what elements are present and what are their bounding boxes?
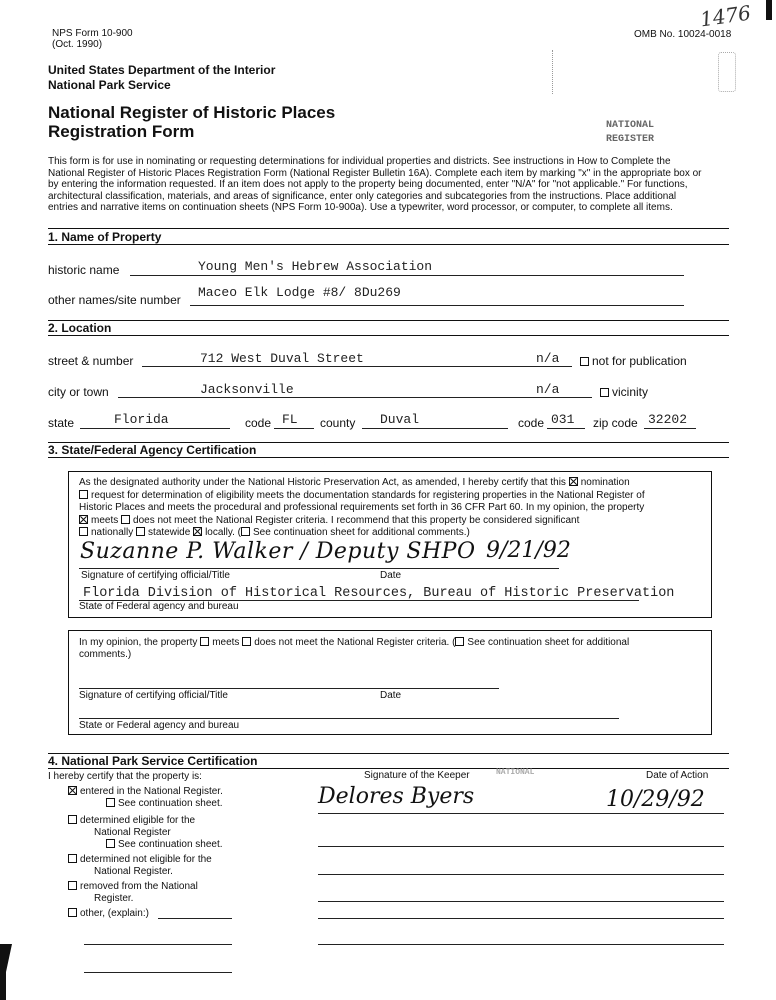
agency-line	[79, 718, 619, 719]
service: National Park Service	[48, 78, 171, 92]
cert-text: meets	[91, 514, 119, 526]
state-code-value[interactable]: FL	[282, 412, 298, 427]
city-na[interactable]: n/a	[536, 382, 560, 397]
state-line	[80, 428, 230, 429]
section-2-heading: 2. Location	[48, 321, 112, 335]
entered-option[interactable]	[68, 786, 223, 797]
instruction-line: National Register of Historic Places Registration Form (National Register Bulletin 16A). Complete each item by marking "x" in the appropriate box or	[48, 167, 702, 179]
city-label: city or town	[48, 385, 109, 399]
section-3-heading: 3. State/Federal Agency Certification	[48, 443, 257, 457]
section-1-heading: 1. Name of Property	[48, 230, 162, 244]
street-line	[142, 366, 572, 367]
date-label: Date	[380, 570, 402, 581]
other-explain-line[interactable]	[158, 918, 232, 919]
county-label: county	[320, 416, 356, 430]
keeper-signature: Delores Byers	[318, 784, 475, 809]
omb-number: OMB No. 10024-0018	[634, 29, 732, 40]
eligible-continuation[interactable]	[106, 839, 223, 850]
eligible-option-line2: National Register	[94, 827, 171, 838]
opinion-text	[79, 637, 709, 661]
section-divider	[48, 228, 729, 229]
continuation-checkbox[interactable]	[241, 527, 250, 536]
not-eligible-option[interactable]	[68, 854, 212, 865]
option-label: entered in the National Register.	[80, 786, 223, 797]
agency-label: State or Federal agency and bureau	[79, 720, 240, 731]
zip-line	[644, 428, 696, 429]
cert-text: statewide	[148, 527, 191, 538]
other-checkbox[interactable]	[68, 908, 77, 917]
option-label: See continuation sheet.	[118, 798, 223, 809]
received-stamp-line1: NATIONAL	[606, 120, 655, 131]
certification-text	[79, 477, 709, 540]
section-divider	[48, 457, 729, 458]
nomination-checkbox[interactable]	[569, 477, 578, 486]
edge-mark	[766, 0, 772, 20]
cert-text: nationally	[91, 527, 134, 538]
historic-name-value[interactable]: Young Men's Hebrew Association	[198, 259, 433, 274]
stamp-fragment	[552, 50, 561, 94]
instruction-line: entries and narrative items on continuation sheets (NPS Form 10-900a). Use a typewriter, word processor, or computer, to complete all items.	[48, 202, 673, 213]
keeper-intro: I hereby certify that the property is:	[48, 771, 202, 782]
not-eligible-option-line2: National Register.	[94, 866, 173, 877]
vicinity[interactable]	[600, 385, 648, 399]
not-eligible-checkbox[interactable]	[68, 854, 77, 863]
street-na[interactable]: n/a	[536, 351, 560, 366]
cert-text: does not meet the National Register criteria. I recommend that this property be considered significant	[133, 514, 580, 526]
opinion-line: meets	[212, 637, 240, 648]
other-names-value[interactable]: Maceo Elk Lodge #8/ 8Du269	[198, 285, 401, 300]
cert-text: See continuation sheet for additional comments.)	[253, 527, 470, 538]
checkbox[interactable]	[600, 388, 609, 397]
date-label: Date	[380, 690, 402, 701]
other-explain-line[interactable]	[84, 944, 232, 945]
does-not-meet-checkbox[interactable]	[121, 515, 130, 524]
cert-text: nomination	[580, 477, 630, 488]
statewide-checkbox[interactable]	[136, 527, 145, 536]
cert-text: Historic Places and meets the procedural and professional requirements set forth in 36 CFR Part 60. In my opinion, the property	[79, 502, 645, 513]
other-option[interactable]	[68, 908, 149, 919]
opinion-line: does not meet the National Register criteria. (	[254, 637, 456, 648]
historic-name-line	[130, 275, 684, 276]
section-divider	[48, 244, 729, 245]
removed-option[interactable]	[68, 881, 198, 892]
agency-value[interactable]: Florida Division of Historical Resources, Bureau of Historic Preservation	[83, 586, 675, 601]
date-of-action-label: Date of Action	[646, 770, 709, 781]
opinion-meets-checkbox[interactable]	[200, 637, 209, 646]
keeper-line	[318, 846, 724, 847]
received-stamp-line2: REGISTER	[606, 134, 655, 145]
department: United States Department of the Interior	[48, 63, 276, 77]
keeper-line	[318, 813, 724, 814]
state-code-label: code	[245, 416, 272, 430]
other-explain-line[interactable]	[84, 972, 232, 973]
continuation-checkbox[interactable]	[106, 798, 115, 807]
option-label: removed from the National	[80, 881, 198, 892]
keeper-signature-label: Signature of the Keeper	[364, 770, 470, 781]
opinion-line: In my opinion, the property	[79, 637, 198, 648]
eligible-option[interactable]	[68, 815, 195, 826]
nationally-checkbox[interactable]	[79, 527, 88, 536]
received-stamp: NATIONAL	[496, 768, 535, 777]
street-label: street & number	[48, 354, 134, 368]
county-value[interactable]: Duval	[380, 412, 420, 427]
not-for-publication[interactable]	[580, 354, 687, 368]
removed-option-line2: Register.	[94, 893, 134, 904]
zip-value[interactable]: 32202	[648, 412, 688, 427]
opinion-line: comments.)	[79, 649, 132, 660]
opinion-not-meet-checkbox[interactable]	[242, 637, 251, 646]
signature-label: Signature of certifying official/Title	[81, 570, 230, 581]
cert-text: locally. (	[205, 527, 242, 538]
signature-line	[79, 568, 559, 569]
entered-continuation[interactable]	[106, 798, 223, 809]
cert-text: As the designated authority under the National Historic Preservation Act, as amended, I hereby certify that this	[79, 477, 566, 488]
keeper-line	[318, 874, 724, 875]
state-label: state	[48, 416, 75, 430]
vicinity-label: vicinity	[612, 385, 649, 399]
county-line	[362, 428, 508, 429]
page-title: National Register of Historic Places	[48, 103, 336, 122]
instruction-line: by entering the information requested. If an item does not apply to the property being documented, enter "N/A" for "not applicable." For functions,	[48, 179, 688, 190]
section-divider	[48, 320, 729, 321]
section-divider	[48, 335, 729, 336]
option-label: other, (explain:)	[80, 908, 149, 919]
checkbox[interactable]	[580, 357, 589, 366]
certifying-date: 9/21/92	[486, 538, 571, 563]
certifying-signature: Suzanne P. Walker / Deputy SHPO	[80, 539, 476, 564]
locally-checkbox[interactable]	[193, 527, 202, 536]
action-date: 10/29/92	[606, 787, 705, 812]
entered-checkbox[interactable]	[68, 786, 77, 795]
page-subtitle: Registration Form	[48, 122, 195, 141]
request-checkbox[interactable]	[79, 490, 88, 499]
city-value[interactable]: Jacksonville	[200, 382, 294, 397]
agency-label: State of Federal agency and bureau	[79, 601, 239, 612]
keeper-line	[318, 918, 724, 919]
city-line	[118, 397, 592, 398]
eligible-checkbox[interactable]	[68, 815, 77, 824]
historic-name-label: historic name	[48, 263, 120, 277]
removed-checkbox[interactable]	[68, 881, 77, 890]
state-value[interactable]: Florida	[114, 412, 169, 427]
section-divider	[48, 768, 729, 769]
other-names-label: other names/site number	[48, 293, 181, 307]
continuation-checkbox[interactable]	[106, 839, 115, 848]
instructions	[48, 156, 738, 214]
signature-label: Signature of certifying official/Title	[79, 690, 228, 701]
signature-line	[79, 688, 499, 689]
meets-checkbox[interactable]	[79, 515, 88, 524]
form-date: (Oct. 1990)	[52, 39, 103, 50]
option-label: determined not eligible for the	[80, 854, 212, 865]
form-number: NPS Form 10-900	[52, 28, 133, 39]
county-code-label: code	[518, 416, 545, 430]
keeper-line	[318, 901, 724, 902]
edge-mark	[0, 944, 6, 1000]
county-code-line	[547, 428, 585, 429]
corner-handwritten-mark: 1476	[698, 0, 753, 32]
zip-label: zip code	[593, 416, 638, 430]
cert-text: request for determination of eligibility meets the documentation standards for registering properties in the National Register of	[91, 489, 645, 501]
county-code-value[interactable]: 031	[551, 412, 575, 427]
option-label: See continuation sheet.	[118, 839, 223, 850]
other-names-line	[190, 305, 684, 306]
keeper-line	[318, 944, 724, 945]
opinion-line: See continuation sheet for additional	[467, 637, 630, 648]
option-label: determined eligible for the	[80, 815, 196, 826]
stamp-fragment	[718, 52, 736, 92]
section-4-heading: 4. National Park Service Certification	[48, 754, 258, 768]
instruction-line: architectural classification, materials, and areas of significance, enter only categories and subcategories from the instructions. Place additional	[48, 190, 677, 202]
not-for-publication-label: not for publication	[592, 354, 687, 368]
state-code-line	[274, 428, 314, 429]
opinion-continuation-checkbox[interactable]	[455, 637, 464, 646]
street-value[interactable]: 712 West Duval Street	[200, 351, 364, 366]
instruction-line: This form is for use in nominating or requesting determinations for individual properties and districts. See instructions in How to Complete the	[48, 156, 671, 167]
